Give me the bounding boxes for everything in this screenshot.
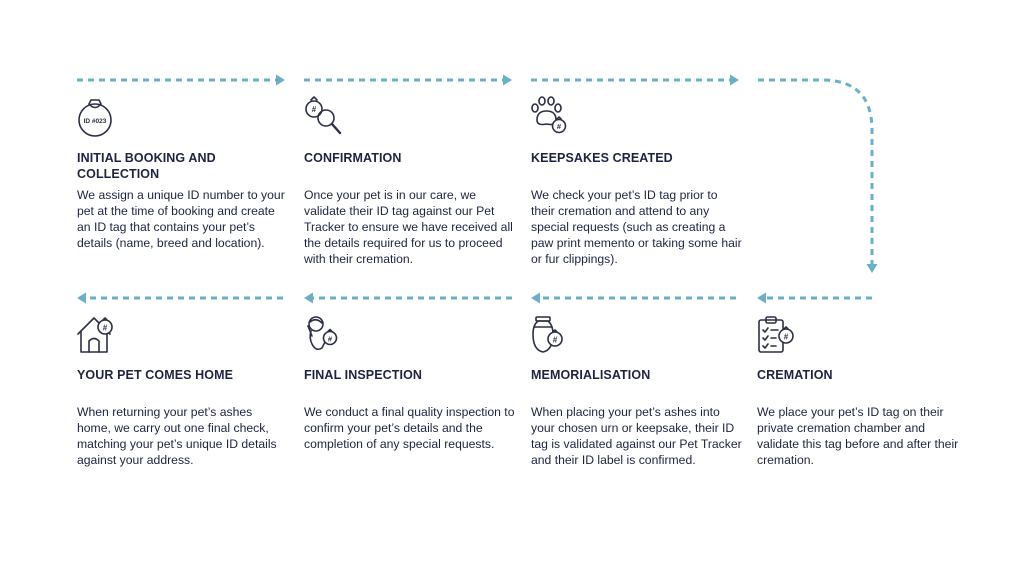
paw-tag-icon <box>531 96 571 136</box>
svg-text:#: # <box>783 332 789 342</box>
step-description: When placing your pet’s ashes into your chosen urn or keepsake, their ID tag is validated against our Pet Tracker and their ID label is confirmed. <box>531 405 742 467</box>
step-title: FINAL INSPECTION <box>304 368 423 382</box>
arrowhead-left <box>531 293 540 304</box>
step-title: CONFIRMATION <box>304 151 402 165</box>
arrowhead-right <box>730 75 739 86</box>
svg-text:#: # <box>327 334 333 344</box>
arrowhead-left <box>304 293 313 304</box>
house-tag-icon <box>77 314 117 354</box>
step-description: When returning your pet’s ashes home, we carry out one final check, matching your pet’s unique ID details against your address. <box>77 405 277 467</box>
inspection-tag-icon <box>304 314 344 354</box>
svg-text:ID #023: ID #023 <box>83 118 107 125</box>
svg-text:#: # <box>552 335 558 345</box>
arrowhead-down <box>867 264 878 273</box>
step-title: CREMATION <box>757 368 833 382</box>
arrowhead-left <box>757 293 766 304</box>
arrow-curve-to-cremation <box>758 80 872 264</box>
clipboard-tag-icon <box>757 315 797 355</box>
id-tag-icon <box>77 98 117 138</box>
svg-text:#: # <box>556 122 562 131</box>
step-title: MEMORIALISATION <box>531 368 651 382</box>
step-description: Once your pet is in our care, we validate their ID tag against our Pet Tracker to ensure we have received all the details required for us to proceed with their cremation. <box>304 188 513 266</box>
magnifier-tag-icon <box>304 96 344 136</box>
step-description: We check your pet’s ID tag prior to their cremation and attend to any special requests (such as creating a paw print memento or taking some hair or fur clippings). <box>531 188 742 266</box>
arrowhead-right <box>503 75 512 86</box>
svg-text:#: # <box>102 323 108 333</box>
step-title: KEEPSAKES CREATED <box>531 151 673 165</box>
step-description: We assign a unique ID number to your pet at the time of booking and create an ID tag that contains your pet’s details (name, breed and location). <box>77 188 285 250</box>
step-description: We place your pet’s ID tag on their private cremation chamber and validate this tag before and after their cremation. <box>757 405 959 467</box>
urn-tag-icon <box>531 314 571 354</box>
arrowhead-left <box>77 293 86 304</box>
arrowhead-right <box>276 75 285 86</box>
step-description: We conduct a final quality inspection to confirm your pet’s details and the completion of any special requests. <box>304 405 515 451</box>
svg-text:#: # <box>311 105 317 114</box>
step-title: INITIAL BOOKING AND COLLECTION <box>77 151 216 181</box>
step-title: YOUR PET COMES HOME <box>77 368 234 382</box>
